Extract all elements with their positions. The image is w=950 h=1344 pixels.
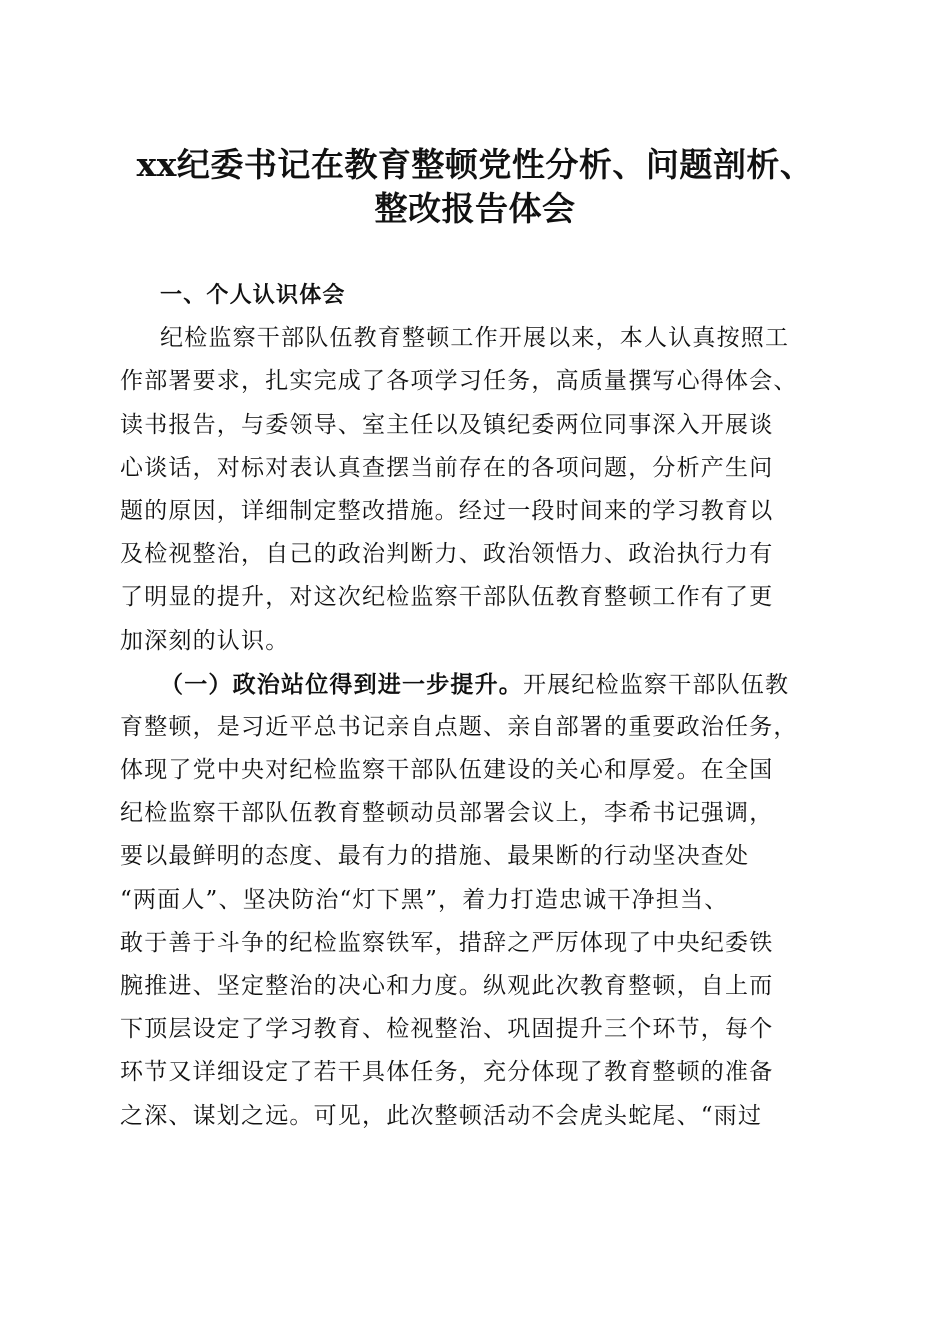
paragraph-line: 了明显的提升，对这次纪检监察干部队伍教育整顿工作有了更 [120,584,774,611]
paragraph-line: 纪检监察干部队伍教育整顿动员部署会议上，李希书记强调， [120,800,774,827]
paragraph-line: 心谈话，对标对表认真查摆当前存在的各项问题，分析产生问 [120,454,774,481]
paragraph-line: 环节又详细设定了若干具体任务，充分体现了教育整顿的准备 [120,1059,774,1086]
paragraph-line: 育整顿，是习近平总书记亲自点题、亲自部署的重要政治任务， [120,713,798,740]
subsection-heading: （一）政治站位得到进一步提升。 [160,670,523,698]
paragraph-line: 敢于善于斗争的纪检监察铁军，措辞之严厉体现了中央纪委铁 [120,929,774,956]
paragraph-line: 读书报告，与委领导、室主任以及镇纪委两位同事深入开展谈 [120,411,774,438]
document-body [120,274,840,1138]
paragraph-line: 加深刻的认识。 [120,627,290,654]
paragraph-line: 要以最鲜明的态度、最有力的措施、最果断的行动坚决查处 [120,843,750,870]
paragraph-line: 作部署要求，扎实完成了各项学习任务，高质量撰写心得体会、 [120,368,798,395]
document-title-line-1: xx纪委书记在教育整顿党性分析、问题剖析、 [136,145,814,184]
paragraph-line: 体现了党中央对纪检监察干部队伍建设的关心和厚爱。在全国 [120,757,774,784]
paragraph-line: “两面人”、坚决防治“灯下黑”，着力打造忠诚干净担当、 [120,886,729,913]
subsection-first-line [120,663,840,706]
paragraph-line: 腕推进、坚定整治的决心和力度。纵观此次教育整顿，自上而 [120,973,774,999]
paragraph-line: 下顶层设定了学习教育、检视整治、巩固提升三个环节，每个 [120,1016,774,1043]
paragraph-line: 之深、谋划之远。可见，此次整顿活动不会虎头蛇尾、“雨过 [120,1102,763,1129]
paragraph-line: 题的原因，详细制定整改措施。经过一段时间来的学习教育以 [120,497,774,524]
paragraph-line: 及检视整治，自己的政治判断力、政治领悟力、政治执行力有 [120,541,774,568]
document-title-line-2: 整改报告体会 [374,189,576,228]
paragraph-line: 纪检监察干部队伍教育整顿工作开展以来，本人认真按照工 [160,325,790,352]
section-heading: 一、个人认识体会 [160,283,346,308]
subsection-first-line-text: 开展纪检监察干部队伍教 [523,671,790,698]
